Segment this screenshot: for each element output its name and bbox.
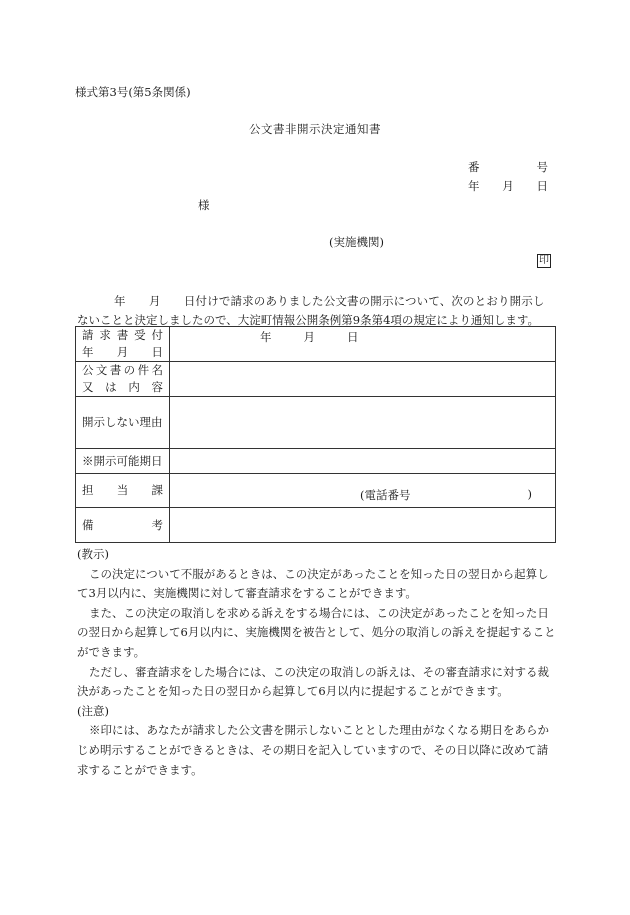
chui-paragraph-1: ※印には、あなたが請求した公文書を開示しないこととした理由がなくなる期日をあらかじめ明示することができるときは、その期日を記入していますので、その日以降に改めて請求することができます。 — [77, 723, 549, 777]
table-row-available-date — [76, 449, 556, 474]
date-day: 日 — [536, 179, 548, 193]
value-department — [170, 474, 556, 508]
document-date — [468, 181, 548, 193]
table-row-remarks — [76, 508, 556, 543]
value-receipt-date — [170, 327, 556, 362]
receipt-month: 月 — [303, 330, 315, 344]
recipient-suffix: 様 — [198, 198, 210, 212]
value-remarks — [170, 508, 556, 543]
table-row-department — [76, 474, 556, 508]
chui-heading: (注意) — [77, 703, 109, 718]
value-reason — [170, 397, 556, 449]
value-available-date — [170, 449, 556, 474]
intro-paragraph — [77, 292, 555, 330]
kyoji-paragraph-2: また、この決定の取消しを求める訴えをする場合には、この決定があったことを知った日の翌日から起算して6月以内に、実施機関を被告として、処分の取消しの訴えを提起することができます。 — [77, 605, 556, 659]
phone-number: (電話番号 ) — [360, 486, 532, 502]
number-label-ban: 番 — [468, 160, 480, 174]
table-row-document-name — [76, 362, 556, 397]
number-label-go: 号 — [536, 160, 548, 174]
decision-table — [75, 326, 556, 543]
form-number: 様式第3号(第5条関係) — [75, 85, 191, 99]
date-month: 月 — [502, 179, 514, 193]
seal-mark: 印 — [539, 255, 549, 266]
kyoji-heading: (教示) — [77, 547, 109, 561]
kyoji-paragraph-1: この決定について不服があるときは、この決定があったことを知った日の翌日から起算して3月以内に、実施機関に対して審査請求をすることができます。 — [77, 566, 549, 601]
date-year: 年 — [468, 179, 480, 193]
intro-line-2: ないことと決定しましたので、大淀町情報公開条例第9条第4項の規定により通知します。 — [77, 313, 539, 327]
document-title: 公文書非開示決定通知書 — [249, 122, 381, 136]
label-receipt-date: 請 求 書 受 付 年 月 日 — [76, 327, 170, 362]
label-available-date: ※開示可能期日 — [76, 449, 170, 474]
table-row-reason — [76, 397, 556, 449]
label-remarks: 備 考 — [76, 508, 170, 543]
document-number — [468, 162, 548, 174]
agency-label: (実施機関) — [329, 235, 384, 249]
receipt-day: 日 — [347, 330, 359, 344]
table-row-receipt-date — [76, 327, 556, 362]
label-document-name: 公 文 書 の 件 名 又 は 内 容 — [76, 362, 170, 397]
receipt-year: 年 — [260, 330, 272, 344]
label-reason: 開示しない理由 — [76, 397, 170, 449]
label-department: 担 当 課 — [76, 474, 170, 508]
value-document-name — [170, 362, 556, 397]
kyoji-paragraph-3: ただし、審査請求をした場合には、この決定の取消しの訴えは、その審査請求に対する裁決があったことを知った日の翌日から起算して6月以内に提起することができます。 — [77, 664, 549, 699]
intro-line-1: 年 月 日付けで請求のありました公文書の開示について、次のとおり開示し — [114, 294, 545, 308]
notes-section — [77, 545, 556, 780]
